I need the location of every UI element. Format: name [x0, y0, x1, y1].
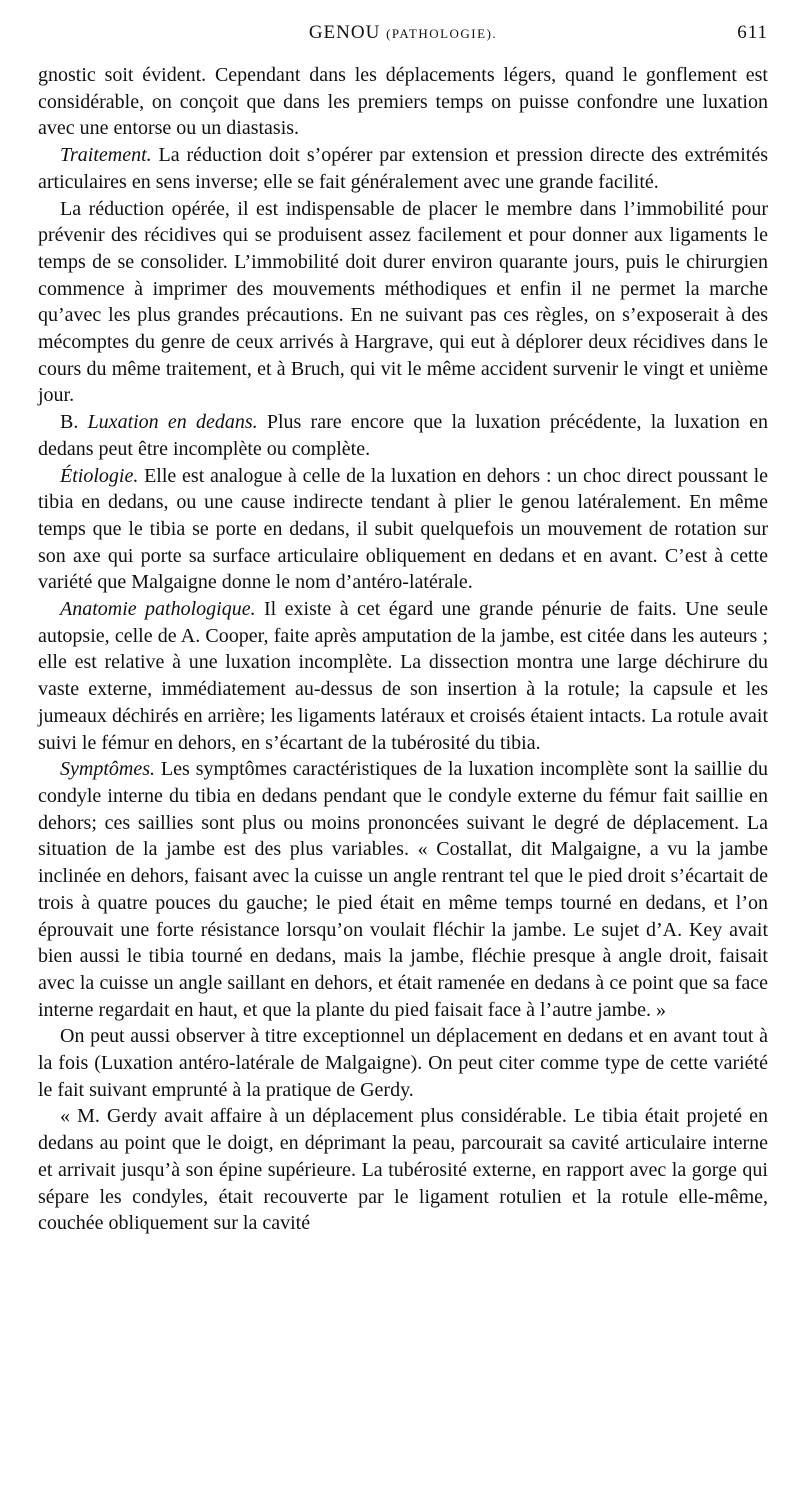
section-heading: Étiologie.	[60, 464, 139, 487]
page	[38, 22, 768, 1237]
paragraph-traitement	[38, 142, 768, 195]
paragraph-symptomes	[38, 756, 768, 1023]
running-header	[38, 22, 768, 62]
paragraph-continued	[38, 62, 768, 142]
section-heading: Anatomie pathologique.	[60, 598, 256, 621]
paragraph-text: La réduction opérée, il est indispensable de placer le membre dans l’immobilité pour prévenir des récidives qui se produisent assez facilement et pour donner aux ligaments le temps de se consolider. L’immobilité doit durer environ quarante jours, puis le chirurgien commence à imprimer des mouvements méthodiques et enfin il ne permet la marche qu’avec les plus grandes précautions. En ne suivant pas ces règles, on s’exposerait à des mécomptes du genre de ceux arrivés à Hargrave, qui eut à déplorer deux récidives dans le cours du même traitement, et à Bruch, qui vit le même accident survenir le vingt et unième jour.	[38, 197, 768, 407]
page-number: 611	[737, 22, 768, 43]
paragraph-text: La réduction doit s’opérer par extension et pression directe des extrémités articulaires en sens inverse; elle se fait généralement avec une grande facilité.	[38, 144, 768, 193]
running-title-main: GENOU	[308, 22, 381, 43]
running-title	[309, 22, 497, 44]
section-letter: B.	[60, 411, 88, 434]
paragraph-text: « M. Gerdy avait affaire à un déplacement plus considérable. Le tibia était projeté en dedans au point que le doigt, en déprimant la peau, parcourait sa cavité articulaire interne et arrivait jusqu’à son épine supérieure. La tubérosité externe, en rapport avec la gorge qui sépare les condyles, était recouverte par le ligament rotulien et la rotule elle-même, couchée obliquement sur la cavité	[38, 1105, 768, 1235]
section-heading: Luxation en dedans.	[87, 411, 258, 434]
paragraph-anatomie	[38, 596, 768, 756]
paragraph-text: On peut aussi observer à titre exceptionnel un déplacement en dedans et en avant tout à la fois (Luxation antéro-latérale de Malgaigne). On peut citer comme type de cette variété le fait suivant emprunté à la pratique de Gerdy.	[38, 1025, 768, 1101]
paragraph-text: Il existe à cet égard une grande pénurie de faits. Une seule autopsie, celle de A. Cooper, faite après amputation de la jambe, est citée dans les auteurs ; elle est relative à une luxation incomplète. La dissection montra une large déchirure du vaste externe, immédiatement au-dessus de son insertion à la rotule; la capsule et les jumeaux déchirés en arrière; les ligaments latéraux et croisés étaient intacts. La rotule avait suivi le fémur en dehors, en s’écartant de la tubérosité du tibia.	[38, 598, 768, 754]
paragraph-luxation-dedans	[38, 409, 768, 462]
paragraph-etiologie	[38, 463, 768, 597]
paragraph-text: Les symptômes caractéristiques de la luxation incomplète sont la saillie du condyle interne du tibia en dedans pendant que le condyle externe du fémur fait saillie en dehors; ces saillies sont plus ou moins prononcées suivant le degré de déplacement. La situation de la jambe est des plus variables. « Costallat, dit Malgaigne, a vu la jambe inclinée en dehors, faisant avec la cuisse un angle rentrant tel que le pied droit s’écartait de trois à quatre pouces du gauche; le pied était en même temps tourné en dedans, et l’on éprouvait une forte résistance lorsqu’on voulait fléchir la jambe. Le sujet d’A. Key avait bien aussi le tibia tourné en dedans, mais la jambe, fléchie presque à angle droit, faisait avec la cuisse un angle saillant en dehors, et était ramenée en dedans à ce point que sa face interne regardait en haut, et que la plante du pied faisait face à l’autre jambe. »	[38, 758, 768, 1021]
section-heading: Symptômes.	[60, 758, 155, 781]
paragraph-gerdy	[38, 1103, 768, 1237]
body-text	[38, 62, 768, 1237]
paragraph-reduction	[38, 196, 768, 410]
paragraph-text: gnostic soit évident. Cependant dans les déplacements légers, quand le gonflement est considérable, on conçoit que dans les premiers temps on puisse confondre une luxation avec une entorse ou un diastasis.	[38, 64, 768, 140]
paragraph-text: Plus rare encore que la luxation précédente, la luxation en dedans peut être incomplète ou complète.	[38, 411, 768, 460]
paragraph-text: Elle est analogue à celle de la luxation en dehors : un choc direct poussant le tibia en dedans, ou une cause indirecte tendant à plier le genou latéralement. En même temps que le tibia se porte en dedans, il subit quelquefois un mouvement de rotation sur son axe qui porte sa surface articulaire obliquement en dedans et en avant. C’est à cette variété que Malgaigne donne le nom d’antéro-latérale.	[38, 464, 768, 594]
paragraph-observation	[38, 1023, 768, 1103]
running-title-sub: (PATHOLOGIE).	[386, 26, 498, 41]
section-heading: Traitement.	[60, 144, 152, 167]
